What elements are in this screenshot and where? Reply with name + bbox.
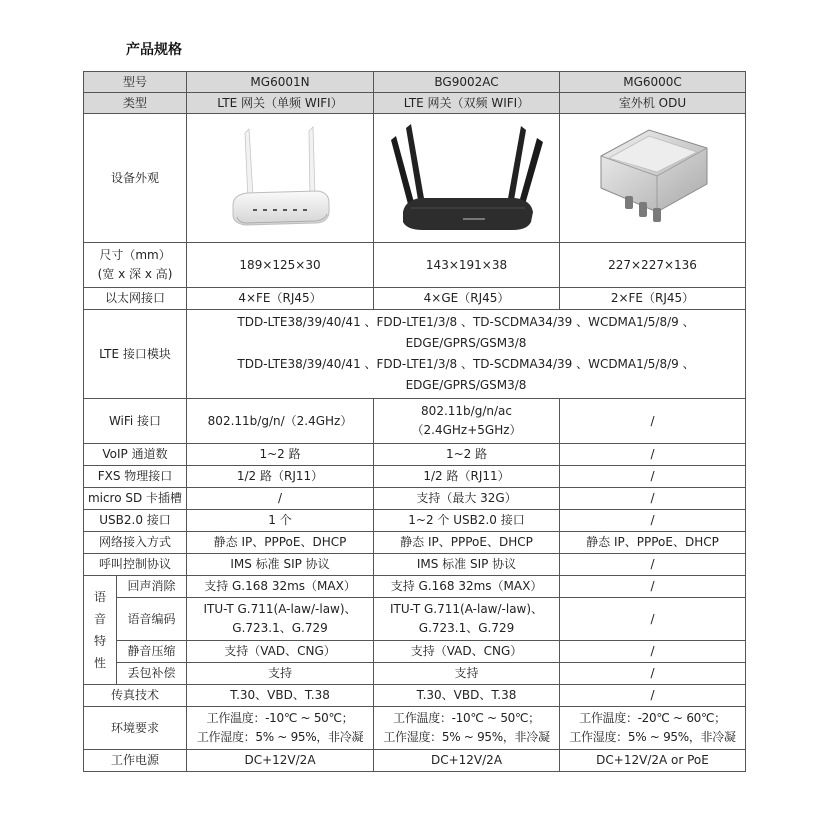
fxs-1: 1/2 路（RJ11） — [187, 466, 374, 488]
fax-1: T.30、VBD、T.38 — [187, 685, 374, 707]
codec-1-line1: ITU-T G.711(A-law/-law)、 — [203, 602, 357, 616]
call-label: 呼叫控制协议 — [84, 554, 187, 576]
power-label: 工作电源 — [84, 750, 187, 772]
type-3: 室外机 ODU — [560, 93, 746, 114]
voip-row — [84, 444, 746, 466]
fxs-2: 1/2 路（RJ11） — [374, 466, 560, 488]
appearance-1 — [187, 114, 374, 243]
codec-label: 语音编码 — [117, 598, 187, 641]
codec-3: / — [560, 598, 746, 641]
voice-group-char-4: 性 — [93, 656, 106, 670]
codec-2 — [374, 598, 560, 641]
voip-1: 1~2 路 — [187, 444, 374, 466]
wifi-2-line1: 802.11b/g/n/ac — [421, 404, 512, 418]
env-3-humidity: 工作湿度：5% ~ 95%，非冷凝 — [569, 730, 736, 744]
voice-group-char-2: 音 — [93, 612, 106, 626]
usb-1: 1 个 — [187, 510, 374, 532]
sd-2: 支持（最大 32G） — [374, 488, 560, 510]
silence-1: 支持（VAD、CNG） — [187, 641, 374, 663]
lte-bands-line4: EDGE/GPRS/GSM3/8 — [405, 378, 527, 392]
silence-label: 静音压缩 — [117, 641, 187, 663]
plc-1: 支持 — [187, 663, 374, 685]
echo-1: 支持 G.168 32ms（MAX） — [187, 576, 374, 598]
fxs-row — [84, 466, 746, 488]
fax-2: T.30、VBD、T.38 — [374, 685, 560, 707]
sd-1: / — [187, 488, 374, 510]
ethernet-2: 4×GE（RJ45） — [374, 288, 560, 310]
codec-2-line2: G.723.1、G.729 — [418, 621, 515, 635]
wifi-2 — [374, 399, 560, 444]
call-row — [84, 554, 746, 576]
echo-row — [84, 576, 746, 598]
wifi-row — [84, 399, 746, 444]
type-label: 类型 — [84, 93, 187, 114]
env-3-temp: 工作温度：-20℃ ~ 60℃； — [579, 711, 726, 725]
spec-table — [83, 71, 746, 772]
dimensions-label — [84, 243, 187, 288]
env-1-temp: 工作温度：-10℃ ~ 50℃； — [206, 711, 354, 725]
codec-1 — [187, 598, 374, 641]
call-2: IMS 标准 SIP 协议 — [374, 554, 560, 576]
power-3: DC+12V/2A or PoE — [560, 750, 746, 772]
echo-label: 回声消除 — [117, 576, 187, 598]
env-2-humidity: 工作湿度：5% ~ 95%，非冷凝 — [383, 730, 550, 744]
appearance-label: 设备外观 — [84, 114, 187, 243]
ethernet-row — [84, 288, 746, 310]
dimensions-row — [84, 243, 746, 288]
dimensions-3: 227×227×136 — [560, 243, 746, 288]
page-title: 产品规格 — [126, 42, 182, 58]
lte-bands — [187, 310, 746, 399]
env-1 — [187, 707, 374, 750]
wifi-3: / — [560, 399, 746, 444]
plc-2: 支持 — [374, 663, 560, 685]
lte-row — [84, 310, 746, 399]
silence-2: 支持（VAD、CNG） — [374, 641, 560, 663]
network-3: 静态 IP、PPPoE、DHCP — [560, 532, 746, 554]
env-label: 环境要求 — [84, 707, 187, 750]
sd-row — [84, 488, 746, 510]
white-dual-antenna-router-image — [225, 119, 335, 237]
plc-row — [84, 663, 746, 685]
model-3: MG6000C — [560, 72, 746, 93]
env-row — [84, 707, 746, 750]
usb-row — [84, 510, 746, 532]
dimensions-label-line2: (宽 x 深 x 高) — [97, 267, 173, 281]
sd-3: / — [560, 488, 746, 510]
usb-3: / — [560, 510, 746, 532]
silence-3: / — [560, 641, 746, 663]
appearance-row — [84, 114, 746, 243]
silence-row — [84, 641, 746, 663]
power-1: DC+12V/2A — [187, 750, 374, 772]
fax-row — [84, 685, 746, 707]
echo-3: / — [560, 576, 746, 598]
voip-label: VoIP 通道数 — [84, 444, 187, 466]
power-2: DC+12V/2A — [374, 750, 560, 772]
network-label: 网络接入方式 — [84, 532, 187, 554]
sd-label: micro SD 卡插槽 — [84, 488, 187, 510]
codec-row — [84, 598, 746, 641]
voip-3: / — [560, 444, 746, 466]
model-row — [84, 72, 746, 93]
dimensions-label-line1: 尺寸（mm） — [99, 248, 171, 262]
network-row — [84, 532, 746, 554]
fxs-label: FXS 物理接口 — [84, 466, 187, 488]
call-3: / — [560, 554, 746, 576]
codec-2-line1: ITU-T G.711(A-law/-law)、 — [389, 602, 544, 616]
type-1: LTE 网关（单频 WIFI） — [187, 93, 374, 114]
type-2: LTE 网关（双频 WIFI） — [374, 93, 560, 114]
lte-bands-line3: TDD-LTE38/39/40/41 、FDD-LTE1/3/8 、TD-SCDMA34/39 、WCDMA1/5/8/9 、 — [237, 357, 695, 371]
fax-3: / — [560, 685, 746, 707]
type-row — [84, 93, 746, 114]
wifi-1: 802.11b/g/n/（2.4GHz） — [187, 399, 374, 444]
wifi-label: WiFi 接口 — [84, 399, 187, 444]
voice-group-label — [84, 576, 117, 685]
model-label: 型号 — [84, 72, 187, 93]
codec-1-line2: G.723.1、G.729 — [232, 621, 328, 635]
env-3 — [560, 707, 746, 750]
call-1: IMS 标准 SIP 协议 — [187, 554, 374, 576]
appearance-2 — [374, 114, 560, 243]
plc-3: / — [560, 663, 746, 685]
voice-group-char-3: 特 — [93, 634, 106, 648]
plc-label: 丢包补偿 — [117, 663, 187, 685]
dimensions-1: 189×125×30 — [187, 243, 374, 288]
appearance-3 — [560, 114, 746, 243]
lte-label: LTE 接口模块 — [84, 310, 187, 399]
ethernet-label: 以太网接口 — [84, 288, 187, 310]
usb-2: 1~2 个 USB2.0 接口 — [374, 510, 560, 532]
model-1: MG6001N — [187, 72, 374, 93]
env-1-humidity: 工作湿度：5% ~ 95%，非冷凝 — [196, 730, 364, 744]
voip-2: 1~2 路 — [374, 444, 560, 466]
lte-bands-line1: TDD-LTE38/39/40/41 、FDD-LTE1/3/8 、TD-SCDMA34/39 、WCDMA1/5/8/9 、 — [237, 315, 695, 329]
outdoor-odu-unit-image — [591, 126, 715, 230]
black-quad-antenna-router-image — [381, 118, 553, 238]
dimensions-2: 143×191×38 — [374, 243, 560, 288]
network-2: 静态 IP、PPPoE、DHCP — [374, 532, 560, 554]
usb-label: USB2.0 接口 — [84, 510, 187, 532]
model-2: BG9002AC — [374, 72, 560, 93]
voice-group-char-1: 语 — [93, 590, 106, 604]
echo-2: 支持 G.168 32ms（MAX） — [374, 576, 560, 598]
lte-bands-line2: EDGE/GPRS/GSM3/8 — [405, 336, 527, 350]
power-row — [84, 750, 746, 772]
fax-label: 传真技术 — [84, 685, 187, 707]
env-2 — [374, 707, 560, 750]
ethernet-3: 2×FE（RJ45） — [560, 288, 746, 310]
ethernet-1: 4×FE（RJ45） — [187, 288, 374, 310]
wifi-2-line2: （2.4GHz+5GHz） — [411, 423, 522, 437]
network-1: 静态 IP、PPPoE、DHCP — [187, 532, 374, 554]
fxs-3: / — [560, 466, 746, 488]
env-2-temp: 工作温度：-10℃ ~ 50℃； — [393, 711, 540, 725]
